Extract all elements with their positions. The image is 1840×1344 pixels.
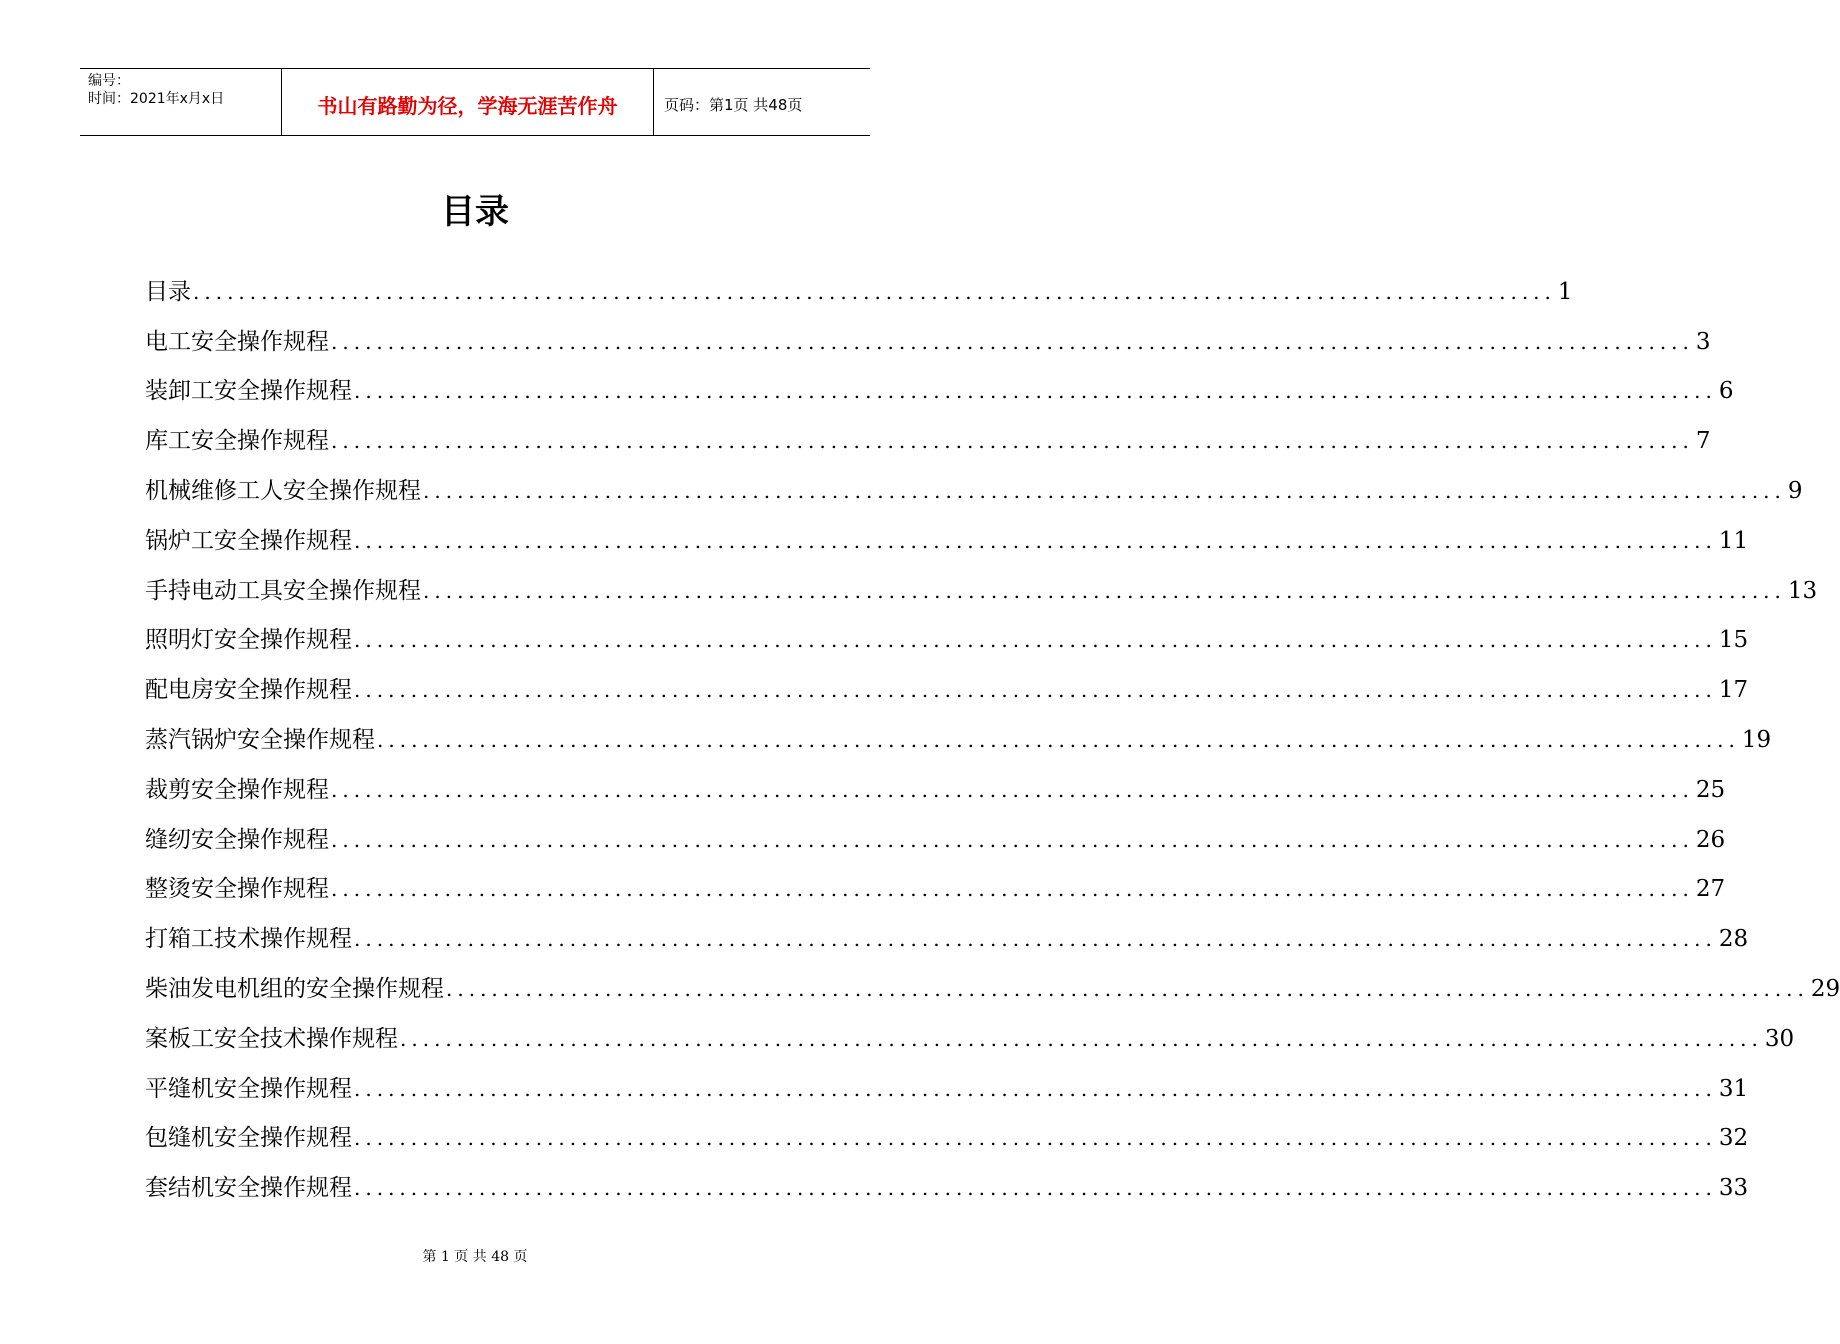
toc-entry-page: 19 bbox=[1741, 727, 1772, 754]
toc-leader-dots: ........................................................................................................................ bbox=[423, 479, 1786, 504]
header-motto: 书山有路勤为径，学海无涯苦作舟 bbox=[282, 69, 654, 135]
toc-entry[interactable] bbox=[145, 914, 1749, 964]
toc-leader-dots: ........................................................................................................................ bbox=[377, 728, 1740, 753]
toc-entry-title: 整烫安全操作规程 bbox=[145, 876, 329, 903]
toc-leader-dots: ........................................................................................................................ bbox=[354, 678, 1717, 703]
toc-entry[interactable] bbox=[145, 665, 1749, 715]
toc-entry-title: 装卸工安全操作规程 bbox=[145, 378, 352, 405]
toc-entry-title: 目录 bbox=[145, 278, 191, 305]
toc-entry[interactable] bbox=[145, 1014, 1795, 1064]
toc-entry-title: 裁剪安全操作规程 bbox=[145, 776, 329, 803]
toc-entry-page: 3 bbox=[1695, 328, 1711, 355]
toc-entry-page: 7 bbox=[1695, 428, 1711, 455]
toc-entry-page: 31 bbox=[1718, 1075, 1749, 1102]
toc-entry-page: 30 bbox=[1764, 1025, 1795, 1052]
toc-entry-title: 平缝机安全操作规程 bbox=[145, 1075, 352, 1102]
toc-entry-page: 15 bbox=[1718, 627, 1749, 654]
toc-leader-dots: ........................................................................................................................ bbox=[423, 578, 1786, 603]
toc-leader-dots: ........................................................................................................................ bbox=[331, 877, 1694, 902]
toc-leader-dots: ........................................................................................................................ bbox=[354, 379, 1717, 404]
page-title: 目录 bbox=[441, 192, 509, 232]
toc-entry-title: 电工安全操作规程 bbox=[145, 328, 329, 355]
toc-entry-page: 32 bbox=[1718, 1125, 1749, 1152]
toc-entry[interactable] bbox=[145, 765, 1726, 815]
toc-entry-page: 33 bbox=[1718, 1175, 1749, 1202]
toc-leader-dots: ........................................................................................................................ bbox=[354, 1176, 1717, 1201]
header-meta bbox=[80, 69, 282, 135]
toc-entry-title: 机械维修工人安全操作规程 bbox=[145, 478, 421, 505]
toc-entry[interactable] bbox=[145, 715, 1772, 765]
toc-entry-page: 6 bbox=[1718, 378, 1734, 405]
toc-entry[interactable] bbox=[145, 1114, 1749, 1164]
toc-entry[interactable] bbox=[145, 367, 1734, 417]
toc-entry-page: 13 bbox=[1787, 577, 1818, 604]
toc-entry-page: 11 bbox=[1718, 527, 1749, 554]
toc-entry-title: 案板工安全技术操作规程 bbox=[145, 1025, 398, 1052]
toc-leader-dots: ........................................................................................................................ bbox=[331, 429, 1694, 454]
toc-entry-page: 29 bbox=[1810, 976, 1840, 1003]
toc-entry-page: 27 bbox=[1695, 876, 1726, 903]
toc-entry[interactable] bbox=[145, 616, 1749, 666]
toc-entry-title: 锅炉工安全操作规程 bbox=[145, 527, 352, 554]
toc-entry[interactable] bbox=[145, 416, 1711, 466]
toc-leader-dots: ........................................................................................................................ bbox=[331, 827, 1694, 852]
toc-entry-title: 配电房安全操作规程 bbox=[145, 677, 352, 704]
toc-leader-dots: ........................................................................................................................ bbox=[354, 628, 1717, 653]
page-footer: 第 1 页 共 48 页 bbox=[422, 1249, 528, 1265]
document-number-label: 编号： bbox=[88, 73, 130, 89]
toc-entry[interactable] bbox=[145, 815, 1726, 865]
toc-entry[interactable] bbox=[145, 1064, 1749, 1114]
toc-entry[interactable] bbox=[145, 865, 1726, 915]
toc-entry-page: 28 bbox=[1718, 926, 1749, 953]
table-of-contents bbox=[145, 267, 1840, 1213]
toc-entry-title: 缝纫安全操作规程 bbox=[145, 826, 329, 853]
toc-entry[interactable] bbox=[145, 516, 1749, 566]
toc-leader-dots: ........................................................................................................................ bbox=[400, 1026, 1763, 1051]
toc-leader-dots: ........................................................................................................................ bbox=[331, 329, 1694, 354]
toc-entry-page: 1 bbox=[1557, 278, 1573, 305]
toc-entry-title: 套结机安全操作规程 bbox=[145, 1175, 352, 1202]
toc-entry-page: 9 bbox=[1787, 478, 1803, 505]
toc-entry[interactable] bbox=[145, 964, 1840, 1014]
toc-entry-title: 包缝机安全操作规程 bbox=[145, 1125, 352, 1152]
toc-entry[interactable] bbox=[145, 566, 1818, 616]
toc-leader-dots: ........................................................................................................................ bbox=[331, 777, 1694, 802]
toc-entry-title: 库工安全操作规程 bbox=[145, 428, 329, 455]
toc-leader-dots: ........................................................................................................................ bbox=[354, 528, 1717, 553]
toc-leader-dots: ........................................................................................................................ bbox=[354, 1126, 1717, 1151]
toc-entry-title: 蒸汽锅炉安全操作规程 bbox=[145, 727, 375, 754]
toc-entry-title: 照明灯安全操作规程 bbox=[145, 627, 352, 654]
toc-entry-page: 17 bbox=[1718, 677, 1749, 704]
toc-entry[interactable] bbox=[145, 1163, 1749, 1213]
toc-entry-title: 手持电动工具安全操作规程 bbox=[145, 577, 421, 604]
document-time-label: 时间：2021年x月x日 bbox=[88, 91, 225, 107]
toc-entry[interactable] bbox=[145, 267, 1573, 317]
toc-entry-page: 26 bbox=[1695, 826, 1726, 853]
toc-leader-dots: ........................................................................................................................ bbox=[446, 977, 1809, 1002]
toc-entry-page: 25 bbox=[1695, 776, 1726, 803]
toc-entry[interactable] bbox=[145, 466, 1803, 516]
header-page-info: 页码：第1页 共48页 bbox=[664, 95, 803, 114]
toc-leader-dots: ........................................................................................................................ bbox=[354, 1076, 1717, 1101]
toc-leader-dots: ........................................................................................................................ bbox=[354, 927, 1717, 952]
toc-entry[interactable] bbox=[145, 317, 1711, 367]
toc-entry-title: 柴油发电机组的安全操作规程 bbox=[145, 976, 444, 1003]
page-header bbox=[80, 68, 870, 136]
toc-leader-dots: ........................................................................................................................ bbox=[193, 279, 1556, 304]
toc-entry-title: 打箱工技术操作规程 bbox=[145, 926, 352, 953]
